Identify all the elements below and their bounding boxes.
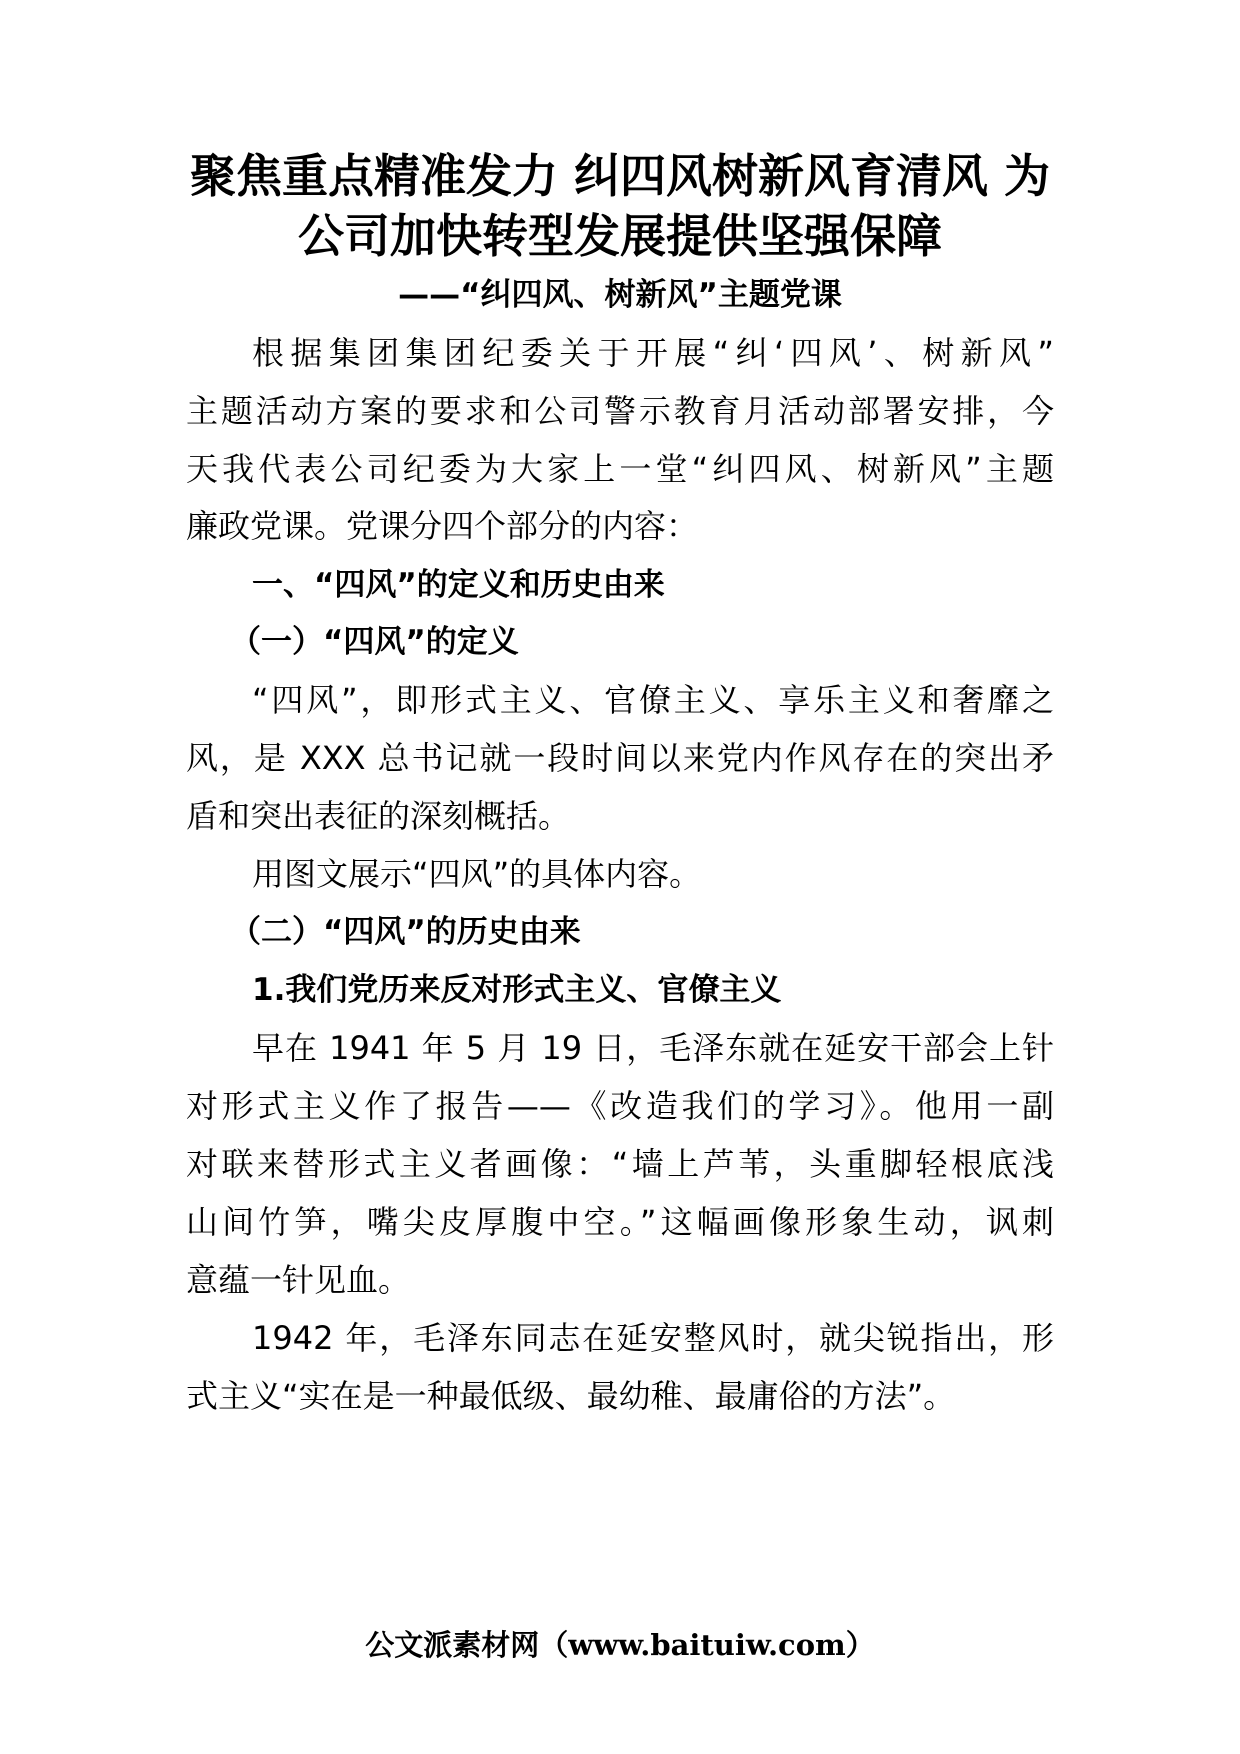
definition-line-2: 风，是 XXX 总书记就一段时间以来党内作风存在的突出矛 bbox=[186, 739, 1054, 777]
section-heading-1-2-1: 1.我们党历来反对形式主义、官僚主义 bbox=[252, 972, 782, 1008]
para-1942-line-2: 式主义“实在是一种最低级、最幼稚、最庸俗的方法”。 bbox=[186, 1377, 956, 1415]
definition-line-1: “四风”，即形式主义、官僚主义、享乐主义和奢靡之 bbox=[252, 681, 1054, 719]
footer-watermark-text: 公文派素材网（www.baituiw.com） bbox=[365, 1628, 875, 1662]
para-1942-line-1: 1942 年，毛泽东同志在延安整风时，就尖锐指出，形 bbox=[252, 1319, 1054, 1357]
intro-line-1: 根据集团集团纪委关于开展“纠‘四风’、树新风” bbox=[252, 334, 1054, 372]
document-title-line-1: 聚焦重点精准发力 纠四风树新风育清风 为 bbox=[189, 149, 1051, 203]
para-1941-line-3: 对联来替形式主义者画像：“墙上芦苇，头重脚轻根底浅 bbox=[186, 1145, 1054, 1183]
illustration-note: 用图文展示“四风”的具体内容。 bbox=[252, 855, 702, 893]
document-subtitle: ——“纠四风、树新风”主题党课 bbox=[398, 277, 842, 313]
para-1941-line-4: 山间竹笋，嘴尖皮厚腹中空。”这幅画像形象生动，讽刺 bbox=[186, 1203, 1054, 1241]
section-heading-1: 一、“四风”的定义和历史由来 bbox=[252, 567, 665, 603]
section-heading-1-2: （二）“四风”的历史由来 bbox=[230, 914, 581, 950]
para-1941-line-2: 对形式主义作了报告——《改造我们的学习》。他用一副 bbox=[186, 1087, 1054, 1125]
intro-line-3: 天我代表公司纪委为大家上一堂“纠四风、树新风”主题 bbox=[186, 450, 1054, 488]
definition-line-3: 盾和突出表征的深刻概括。 bbox=[186, 797, 571, 835]
para-1941-line-1: 早在 1941 年 5 月 19 日，毛泽东就在延安干部会上针 bbox=[252, 1029, 1054, 1067]
document-title-line-2: 公司加快转型发展提供坚强保障 bbox=[298, 209, 942, 263]
intro-line-4: 廉政党课。党课分四个部分的内容： bbox=[186, 507, 699, 545]
para-1941-line-5: 意蕴一针见血。 bbox=[186, 1261, 411, 1299]
section-heading-1-1: （一）“四风”的定义 bbox=[230, 624, 519, 660]
intro-line-2: 主题活动方案的要求和公司警示教育月活动部署安排，今 bbox=[186, 392, 1054, 430]
